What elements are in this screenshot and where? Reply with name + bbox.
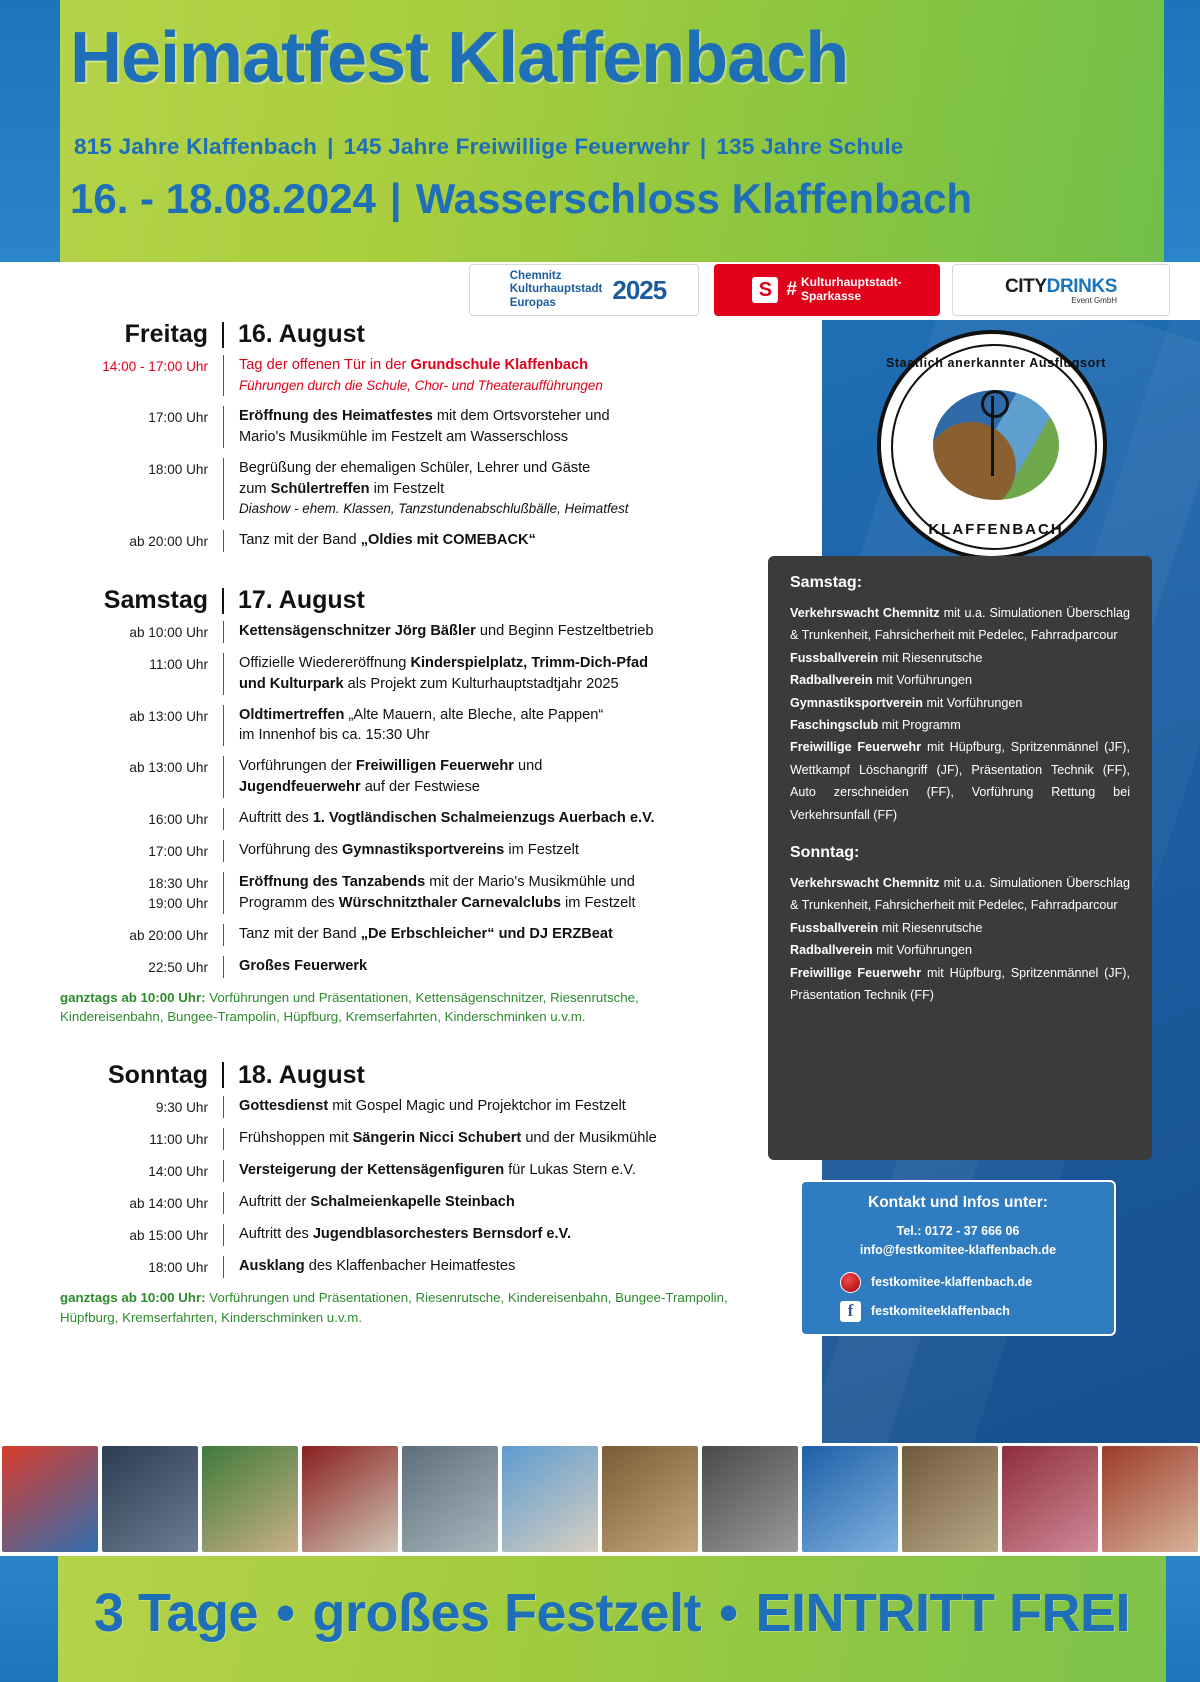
contact-website: festkomitee-klaffenbach.de	[871, 1275, 1033, 1289]
schedule-row	[0, 355, 800, 396]
activities-saturday-title: Samstag:	[790, 574, 863, 591]
sponsor-bar	[0, 262, 1200, 320]
poster-header	[0, 0, 1200, 262]
day-name: Samstag	[103, 586, 208, 615]
seal-bottom-text: KLAFFENBACH	[928, 521, 1064, 538]
sparkasse-text	[801, 276, 902, 304]
schedule-row	[0, 924, 800, 946]
day-name: Sonntag	[108, 1060, 208, 1089]
photo-akkordeonspieler	[202, 1446, 298, 1552]
schedule-time: ab 14:00 Uhr	[129, 1196, 208, 1212]
schedule-description: Auftritt des 1. Vogtländischen Schalmeienzugs Auerbach e.V.	[239, 809, 655, 826]
schedule-time: 14:00 Uhr	[148, 1163, 208, 1179]
photo-saengerin	[1002, 1446, 1098, 1552]
schedule-divider	[223, 530, 224, 552]
date-location-line: 16. - 18.08.2024 | Wasserschloss Klaffenbach	[70, 175, 973, 222]
facebook-icon: f	[840, 1301, 861, 1322]
event-dates: 16. - 18.08.2024	[70, 175, 376, 222]
schedule-row	[0, 1256, 800, 1278]
sponsor-logo-citydrinks	[952, 264, 1170, 316]
schedule-description: Auftritt der Schalmeienkapelle Steinbach	[239, 1194, 515, 1211]
poster-footer	[0, 1556, 1200, 1682]
schedule-divider	[223, 458, 224, 520]
contact-facebook: festkomiteeklaffenbach	[871, 1304, 1010, 1318]
contact-email[interactable]: info@festkomitee-klaffenbach.de	[859, 1242, 1057, 1257]
contact-social	[802, 1272, 1114, 1322]
schedule-time: 14:00 - 17:00 Uhr	[102, 359, 208, 374]
footer-part-1: 3 Tage	[94, 1583, 259, 1643]
schedule-row	[0, 653, 800, 694]
schedule-divider	[223, 1192, 224, 1214]
photo-strip	[0, 1444, 1200, 1554]
facebook-row[interactable]	[840, 1301, 1114, 1322]
chemnitz-year-2025: 2025	[612, 274, 667, 305]
footer-sep-2: •	[719, 1583, 738, 1643]
day-divider	[222, 1062, 224, 1088]
day-heading-freitag	[0, 320, 800, 349]
schedule-time: 18:30 Uhr 19:00 Uhr	[148, 875, 208, 911]
schedule-time: 17:00 Uhr	[148, 843, 208, 859]
photo-schloss	[502, 1446, 598, 1552]
schedule-description: Gottesdienst mit Gospel Magic und Projektchor im Festzelt	[239, 1097, 626, 1114]
schedule-description: Vorführung des Gymnastiksportvereins im Festzelt	[239, 841, 579, 858]
schedule-time: 9:30 Uhr	[155, 1099, 208, 1115]
contact-title: Kontakt und Infos unter:	[868, 1194, 1048, 1211]
photo-besucher	[1102, 1446, 1198, 1552]
schedule-time: 16:00 Uhr	[148, 811, 208, 827]
schedule-row	[0, 872, 800, 914]
photo-kettensaege	[702, 1446, 798, 1552]
schedule-description: Vorführungen der Freiwilligen Feuerwehr und Jugendfeuerwehr auf der Festwiese	[239, 758, 543, 795]
footer-part-2: großes Festzelt	[312, 1583, 702, 1643]
contact-phone: Tel.: 0172 - 37 666 06	[896, 1224, 1020, 1238]
schedule-time: ab 15:00 Uhr	[129, 1228, 208, 1244]
photo-kremserfahrt	[902, 1446, 998, 1552]
schedule-description: Offizielle Wiedereröffnung Kinderspielplatz, Trimm-Dich-Pfad und Kulturpark als Projekt zum Kulturhauptstadtjahr 2025	[239, 655, 649, 692]
footer-sep-1: •	[276, 1583, 295, 1643]
schedule-row	[0, 1192, 800, 1214]
chemnitz-line3: Europas	[509, 296, 556, 309]
footer-part-3: EINTRITT FREI	[755, 1583, 1130, 1643]
schedule-row	[0, 705, 800, 746]
citydrinks-name	[1005, 276, 1117, 298]
photo-schalmeienzug	[802, 1446, 898, 1552]
activities-box	[768, 556, 1152, 1160]
citydrinks-city: CITY	[1004, 275, 1047, 297]
day-date: 17. August	[238, 586, 365, 615]
schedule-divider	[223, 840, 224, 862]
sponsor-logo-sparkasse	[714, 264, 940, 316]
day-date: 16. August	[238, 320, 365, 348]
schedule-description: Eröffnung des Heimatfestes mit dem Ortsvorsteher und Mario's Musikmühle im Festzelt am Wasserschloss	[239, 408, 610, 446]
schedule-row	[0, 840, 800, 862]
citydrinks-drinks: DRINKS	[1046, 275, 1118, 297]
schedule-description: Frühshoppen mit Sängerin Nicci Schubert und der Musikmühle	[239, 1129, 657, 1146]
anniversary-2: 145 Jahre Freiwillige Feuerwehr	[343, 134, 690, 159]
seal-emblem-icon	[933, 390, 1059, 500]
photo-band	[402, 1446, 498, 1552]
schedule-row	[0, 458, 800, 520]
hashtag-icon: #	[786, 279, 797, 300]
schedule-time: ab 20:00 Uhr	[129, 928, 208, 943]
schedule-divider	[223, 808, 224, 830]
schedule-divider	[223, 355, 224, 396]
sponsor-logo-chemnitz-2025	[469, 264, 699, 316]
contact-box	[800, 1180, 1116, 1336]
schedule-description: Tanz mit der Band „Oldies mit COMEBACK“	[239, 532, 536, 549]
schedule-time: ab 13:00 Uhr	[129, 708, 208, 724]
schedule-divider	[223, 956, 224, 978]
activities-saturday-text: Verkehrswacht Chemnitz mit u.a. Simulationen Überschlag & Trunkenheit, Fahrsicherheit mit Pedelec, Fahrradparcour Fussballverein mit Riesenrutsche Radballverein mit Vorführungen Gymnastiksportverein mit Vorführungen Faschingsclub mit Programm Freiwillige Feuerwehr mit Hüpfburg, Spritzenmännel (JF), Wettkampf Löschangriff (JF), Präsentation Technik (FF), Auto zerschneiden (FF), Vorführung Rettung bei Verkehrsunfall (FF)	[790, 606, 1130, 822]
schedule-time: ab 13:00 Uhr	[129, 760, 208, 776]
schedule-divider	[223, 1224, 224, 1246]
schedule-time: ab 10:00 Uhr	[129, 625, 208, 641]
schedule-description: Versteigerung der Kettensägenfiguren für Lukas Stern e.V.	[239, 1161, 636, 1178]
allday-note: ganztags ab 10:00 Uhr: Vorführungen und Präsentationen, Riesenrutsche, Kindereisenbahn, Bungee-Trampolin, Hüpfburg, Kremserfahrten, Kinderschminken u.v.m.	[60, 1290, 728, 1325]
day-divider	[222, 322, 224, 348]
schedule-row	[0, 1128, 800, 1150]
photo-feuerwehrmaenner	[102, 1446, 198, 1552]
schedule-divider	[223, 653, 224, 694]
schedule-row	[0, 808, 800, 830]
sparkasse-line2: Sparkasse	[800, 289, 861, 303]
schedule-description: Kettensägenschnitzer Jörg Bäßler und Beginn Festzeltbetrieb	[239, 623, 654, 640]
footer-slogan	[58, 1582, 1166, 1644]
schedule-divider	[223, 1128, 224, 1150]
schedule-time: 18:00 Uhr	[148, 1260, 208, 1276]
schedule-divider	[223, 872, 224, 914]
sparkasse-s-icon: S	[752, 277, 778, 303]
photo-holzfiguren	[602, 1446, 698, 1552]
chemnitz-logo-text	[502, 270, 603, 311]
schedule-time: ab 20:00 Uhr	[129, 534, 208, 550]
schedule-row	[0, 956, 800, 978]
page-title: Heimatfest Klaffenbach	[70, 18, 849, 98]
schedule-row	[0, 621, 800, 643]
schedule-row	[0, 1224, 800, 1246]
day-date: 18. August	[238, 1060, 365, 1089]
photo-huepfburg	[2, 1446, 98, 1552]
globe-icon	[840, 1272, 861, 1293]
schedule-description: Eröffnung des Tanzabends mit der Mario's Musikmühle und Programm des Würschnitzthaler Carnevalclubs im Festzelt	[239, 873, 636, 911]
schedule-description: Begrüßung der ehemaligen Schüler, Lehrer und Gäste zum Schülertreffen im Festzelt Diashow - ehem. Klassen, Tanzstundenabschlußbälle, Heimatfest	[239, 459, 629, 517]
schedule-divider	[223, 756, 224, 797]
day-heading-sonntag	[0, 1061, 800, 1090]
schedule-row	[0, 1096, 800, 1118]
activities-sunday-text: Verkehrswacht Chemnitz mit u.a. Simulationen Überschlag & Trunkenheit, Fahrsicherheit mit Pedelec, Fahrradparcour Fussballverein mit Riesenrutsche Radballverein mit Vorführungen Freiwillige Feuerwehr mit Hüpfburg, Spritzenmännel (JF), Präsentation Technik (FF)	[790, 876, 1130, 1003]
schedule-divider	[223, 1256, 224, 1278]
day-divider	[222, 588, 224, 614]
schedule-divider	[223, 406, 224, 447]
schedule-divider	[223, 621, 224, 643]
schedule-divider	[223, 1096, 224, 1118]
schedule-description: Oldtimertreffen „Alte Mauern, alte Bleche, alte Pappen“ im Innenhof bis ca. 15:30 Uhr	[239, 706, 604, 744]
schedule-description: Tag der offenen Tür in der Grundschule Klaffenbach Führungen durch die Schule, Chor- und Theateraufführungen	[239, 357, 603, 393]
event-schedule	[0, 320, 800, 1327]
seal-top-text: Staatlich anerkannter Ausflugsort	[885, 356, 1107, 370]
schedule-time: 22:50 Uhr	[148, 960, 208, 976]
anniversary-3: 135 Jahre Schule	[716, 134, 904, 159]
schedule-divider	[223, 924, 224, 946]
schedule-row	[0, 406, 800, 447]
schedule-description: Großes Feuerwerk	[239, 958, 368, 975]
allday-note: ganztags ab 10:00 Uhr: Vorführungen und Präsentationen, Kettensägenschnitzer, Riesenrutsche, Kindereisenbahn, Bungee-Trampolin, Hüpfburg, Kremserfahrten, Kinderschminken u.v.m.	[60, 990, 639, 1025]
header-inner	[60, 0, 1164, 262]
schedule-time: 18:00 Uhr	[148, 461, 208, 477]
schedule-row	[0, 1160, 800, 1182]
schedule-time: 11:00 Uhr	[149, 1131, 208, 1147]
anniversary-1: 815 Jahre Klaffenbach	[74, 134, 318, 159]
schedule-description: Tanz mit der Band „De Erbschleicher“ und DJ ERZBeat	[239, 926, 613, 942]
citydrinks-sub: Event GmbH	[1071, 295, 1118, 305]
day-name: Freitag	[124, 320, 208, 348]
activities-sunday-title: Sonntag:	[790, 844, 860, 862]
schedule-time: 11:00 Uhr	[149, 657, 208, 673]
schedule-row	[0, 756, 800, 797]
schedule-row	[0, 530, 800, 552]
schedule-divider	[223, 1160, 224, 1182]
sparkasse-line1: Kulturhauptstadt-	[800, 275, 902, 290]
event-location: Wasserschloss Klaffenbach	[415, 175, 973, 222]
website-row[interactable]	[840, 1272, 1114, 1293]
anniversary-line: 815 Jahre Klaffenbach | 145 Jahre Freiwillige Feuerwehr | 135 Jahre Schule	[74, 134, 904, 159]
ausflugsort-seal	[877, 330, 1107, 560]
chemnitz-line2: Kulturhauptstadt	[509, 283, 603, 296]
schedule-description: Ausklang des Klaffenbacher Heimatfestes	[239, 1258, 516, 1275]
chemnitz-line1: Chemnitz	[509, 269, 562, 282]
schedule-divider	[223, 705, 224, 746]
day-heading-samstag	[0, 586, 800, 615]
schedule-time: 17:00 Uhr	[148, 410, 208, 426]
photo-oldtimer	[302, 1446, 398, 1552]
schedule-description: Auftritt des Jugendblasorchesters Bernsdorf e.V.	[239, 1226, 571, 1243]
